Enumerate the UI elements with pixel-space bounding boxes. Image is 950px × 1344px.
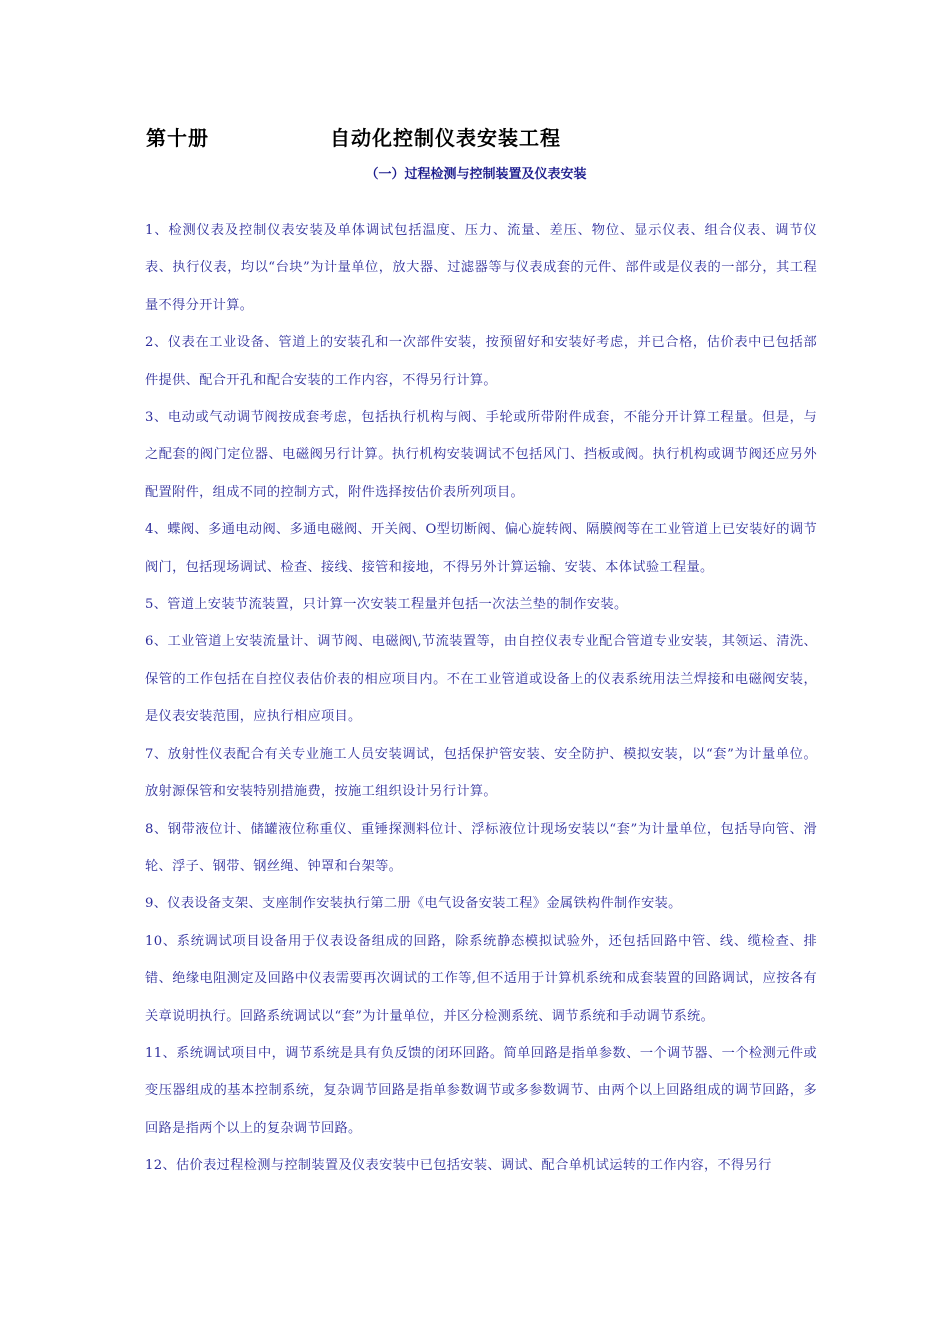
paragraph-4: 4、蝶阀、多通电动阀、多通电磁阀、开关阀、O型切断阀、偏心旋转阀、隔膜阀等在工业管道上已安装好的调节阀门，包括现场调试、检查、接线、接管和接地，不得另外计算运输、安装、本体试验工程量。 (145, 522, 817, 575)
document-body (145, 212, 817, 1185)
paragraph-8: 8、钢带液位计、储罐液位称重仪、重锤探测料位计、浮标液位计现场安装以“套”为计量单位，包括导向管、滑轮、浮子、钢带、钢丝绳、钟罩和台架等。 (145, 821, 817, 874)
paragraph-3: 3、电动或气动调节阀按成套考虑，包括执行机构与阀、手轮或所带附件成套，不能分开计算工程量。但是，与之配套的阀门定位器、电磁阀另行计算。执行机构安装调试不包括风门、挡板或阀。执行机构或调节阀还应另外配置附件，组成不同的控制方式，附件选择按估价表所列项目。 (145, 410, 817, 500)
section-title: （一）过程检测与控制装置及仪表安装 (365, 167, 587, 182)
paragraph-10: 10、系统调试项目设备用于仪表设备组成的回路，除系统静态模拟试验外，还包括回路中管、线、缆检查、排错、绝缘电阻测定及回路中仪表需要再次调试的工作等,但不适用于计算机系统和成套装置的回路调试，应按各有关章说明执行。回路系统调试以“套”为计量单位，并区分检测系统、调节系统和手动调节系统。 (145, 933, 817, 1024)
paragraph-6: 6、工业管道上安装流量计、调节阀、电磁阀\,节流装置等，由自控仪表专业配合管道专业安装，其领运、清洗、保管的工作包括在自控仪表估价表的相应项目内。不在工业管道或设备上的仪表系统用法兰焊接和电磁阀安装，是仪表安装范围，应执行相应项目。 (145, 634, 817, 725)
paragraph-12: 12、估价表过程检测与控制装置及仪表安装中已包括安装、调试、配合单机试运转的工作内容，不得另行 (145, 1158, 772, 1174)
paragraph-11: 11、系统调试项目中，调节系统是具有负反馈的闭环回路。简单回路是指单参数、一个调节器、一个检测元件或变压器组成的基本控制系统，复杂调节回路是指单参数调节或多参数调节、由两个以上回路组成的调节回路，多回路是指两个以上的复杂调节回路。 (145, 1045, 817, 1136)
paragraph-2: 2、仪表在工业设备、管道上的安装孔和一次部件安装，按预留好和安装好考虑，并已合格，估价表中已包括部件提供、配合开孔和配合安装的工作内容，不得另行计算。 (145, 335, 817, 388)
volume-header (146, 122, 826, 154)
volume-title: 自动化控制仪表安装工程 (330, 126, 561, 150)
paragraph-1: 1、检测仪表及控制仪表安装及单体调试包括温度、压力、流量、差压、物位、显示仪表、组合仪表、调节仪表、执行仪表，均以“台块”为计量单位，放大器、过滤器等与仪表成套的元件、部件或是仪表的一部分，其工程量不得分开计算。 (145, 223, 817, 313)
paragraph-9: 9、仪表设备支架、支座制作安装执行第二册《电气设备安装工程》金属铁构件制作安装。 (145, 896, 682, 912)
paragraph-7: 7、放射性仪表配合有关专业施工人员安装调试，包括保护管安装、安全防护、模拟安装，以“套”为计量单位。放射源保管和安装特别措施费，按施工组织设计另行计算。 (145, 746, 817, 800)
volume-label: 第十册 (146, 126, 209, 150)
paragraph-5: 5、管道上安装节流装置，只计算一次安装工程量并包括一次法兰垫的制作安装。 (145, 597, 628, 613)
